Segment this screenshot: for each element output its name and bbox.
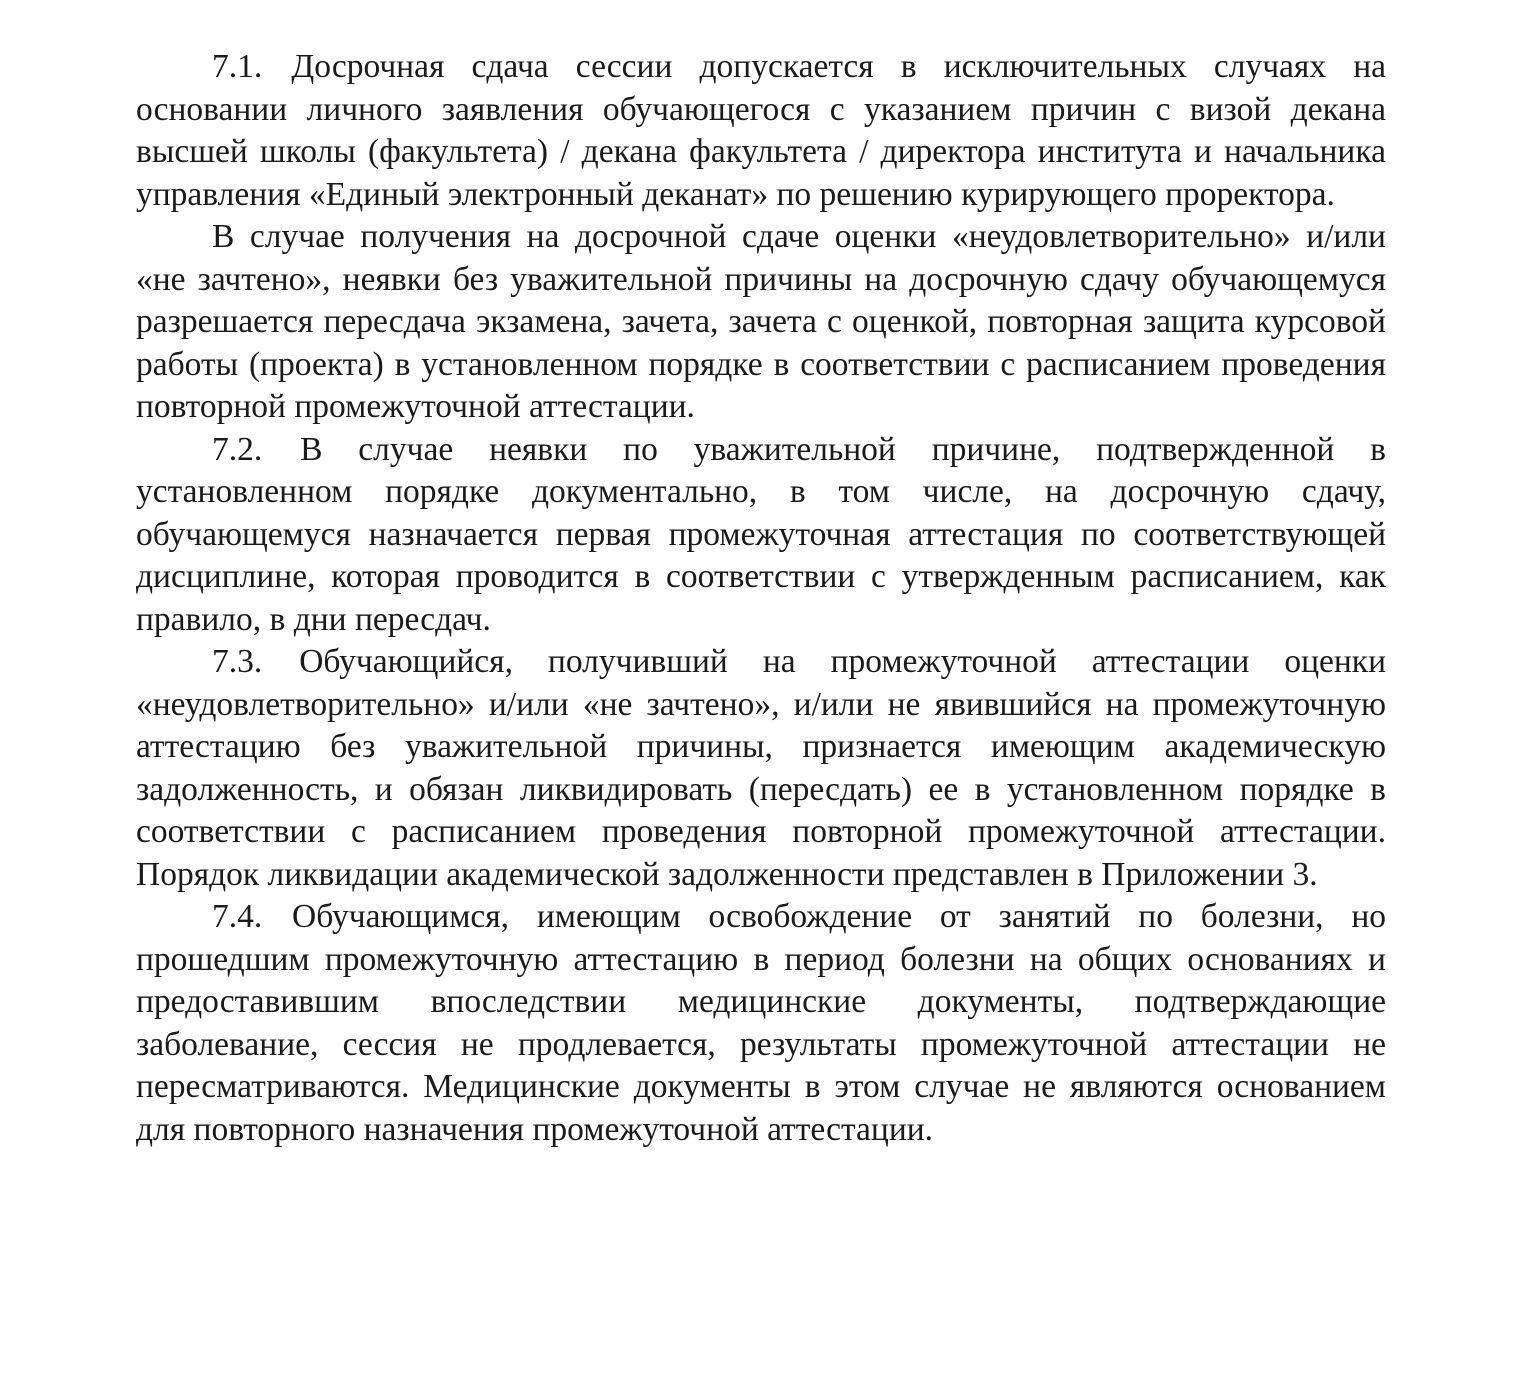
document-page [136, 46, 1386, 1151]
paragraph-text: В случае неявки по уважительной причине, подтвержденной в установленном порядке документально, в том числе, на досрочную сдачу, обучающемуся назначается первая промежуточная аттестация по соответствующей дисциплине, которая проводится в соответствии с утвержденным расписанием, как правило, в дни пересдач. [136, 430, 1387, 638]
paragraph-text: В случае получения на досрочной сдаче оценки «неудовлетворительно» и/или «не зачтено», неявки без уважительной причины на досрочную сдачу обучающемуся разрешается пересдача экзамена, зачета, зачета с оценкой, повторная защита курсовой работы (проекта) в установленном порядке в соответствии с расписанием проведения повторной промежуточной аттестации. [136, 218, 1386, 425]
paragraph-7-4 [136, 896, 1386, 1151]
paragraph-number: 7.1. [212, 48, 263, 85]
paragraph-number: 7.2. [212, 430, 263, 468]
paragraph-text: Досрочная сдача сессии допускается в исключительных случаях на основании личного заявления обучающегося с указанием причин с визой декана высшей школы (факультета) / декана факультета / директора института и начальника управления «Единый электронный деканат» по решению курирующего проректора. [136, 48, 1387, 213]
paragraph-7-3 [136, 641, 1386, 896]
paragraph-number: 7.3. [212, 643, 263, 680]
paragraph-7-1-continuation [136, 216, 1386, 429]
paragraph-7-1 [136, 46, 1386, 216]
paragraph-text: Обучающимся, имеющим освобождение от занятий по болезни, но прошедшим промежуточную аттестацию в период болезни на общих основаниях и предоставившим впоследствии медицинские документы, подтверждающие заболевание, сессия не продлевается, результаты промежуточной аттестации не пересматриваются. Медицинские документы в этом случае не являются основанием для повторного назначения промежуточной аттестации. [136, 898, 1387, 1148]
paragraph-number: 7.4. [212, 898, 263, 935]
paragraph-text: Обучающийся, получивший на промежуточной аттестации оценки «неудовлетворительно» и/или «не зачтено», и/или не явившийся на промежуточную аттестацию без уважительной причины, признается имеющим академическую задолженность, и обязан ликвидировать (пересдать) ее в установленном порядке в соответствии с расписанием проведения повторной промежуточной аттестации. Порядок ликвидации академической задолженности представлен в Приложении 3. [136, 643, 1386, 893]
paragraph-7-2 [136, 429, 1386, 642]
